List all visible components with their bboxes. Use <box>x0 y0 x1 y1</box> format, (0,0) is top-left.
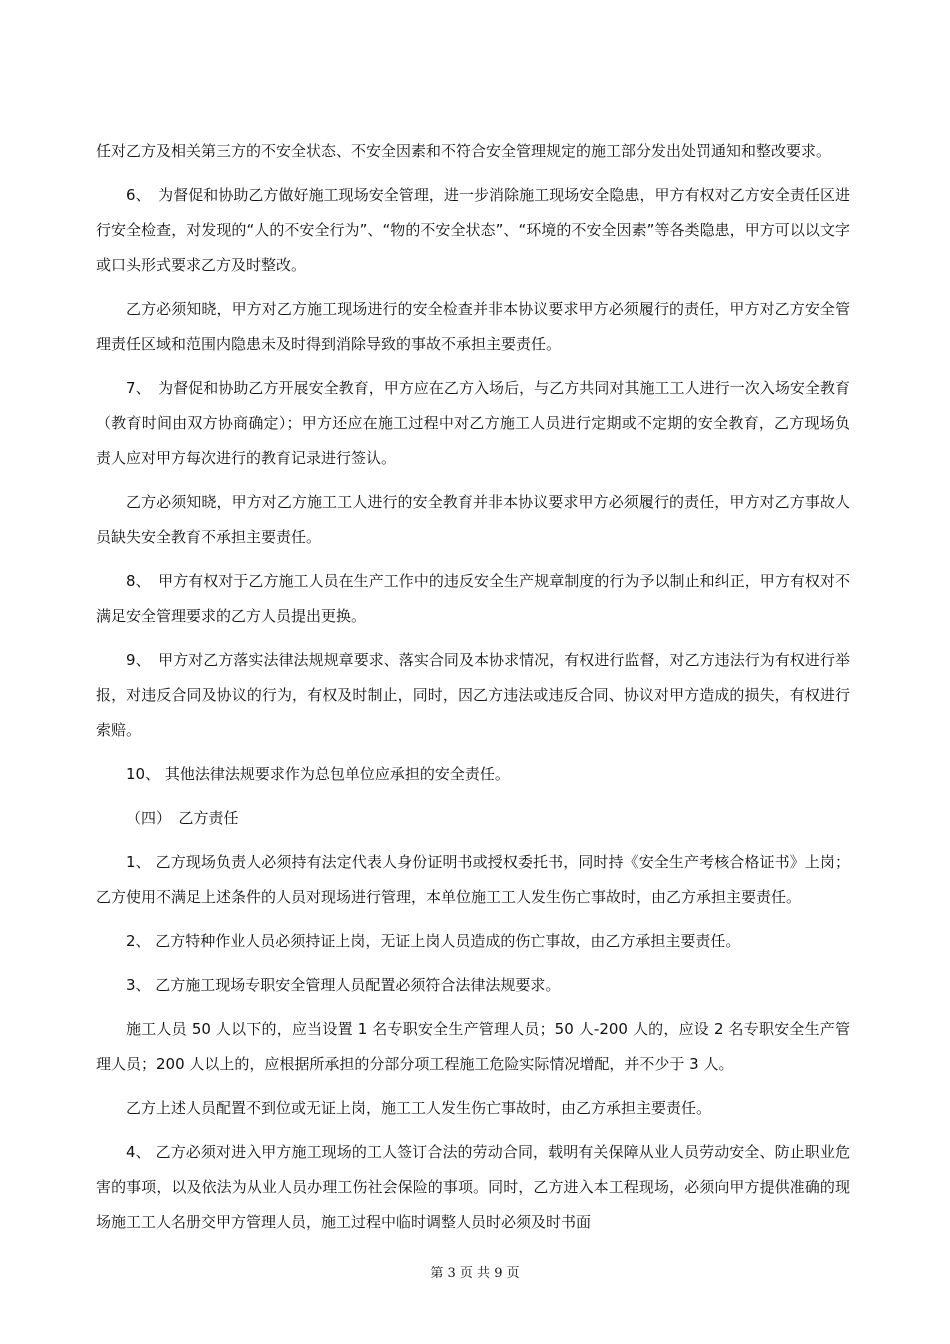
paragraph-5: 乙方必须知晓，甲方对乙方施工工人进行的安全教育并非本协议要求甲方必须履行的责任，甲方对乙方事故人员缺失安全教育不承担主要责任。 <box>96 493 850 546</box>
paragraph-13: 施工人员 50 人以下的，应当设置 1 名专职安全生产管理人员；50 人-200 人的，应设 2 名专职安全生产管理人员；200 人以上的，应根据所承担的分部分项工程施工危险实际情况增配，并不少于 3 人。 <box>96 1020 850 1073</box>
paragraph-6: 8、 甲方有权对于乙方施工人员在生产工作中的违反安全生产规章制度的行为予以制止和纠正，甲方有权对不满足安全管理要求的乙方人员提出更换。 <box>96 572 850 625</box>
document-body <box>96 134 850 1240</box>
paragraph-7: 9、 甲方对乙方落实法律法规规章要求、落实合同及本协求情况，有权进行监督，对乙方违法行为有权进行举报，对违反合同及协议的行为，有权及时制止，同时，因乙方违法或违反合同、协议对甲方造成的损失，有权进行索赔。 <box>96 651 850 739</box>
paragraph-2: 6、 为督促和协助乙方做好施工现场安全管理，进一步消除施工现场安全隐患，甲方有权对乙方安全责任区进行安全检查，对发现的“人的不安全行为”、“物的不安全状态”、“环境的不安全因素”等各类隐患，甲方可以以文字或口头形式要求乙方及时整改。 <box>96 186 850 274</box>
paragraph-14: 乙方上述人员配置不到位或无证上岗，施工工人发生伤亡事故时，由乙方承担主要责任。 <box>126 1099 712 1117</box>
paragraph-4: 7、 为督促和协助乙方开展安全教育，甲方应在乙方入场后，与乙方共同对其施工工人进行一次入场安全教育（教育时间由双方协商确定）；甲方还应在施工过程中对乙方施工人员进行定期或不定期的安全教育，乙方现场负责人应对甲方每次进行的教育记录进行签认。 <box>96 379 850 467</box>
paragraph-12: 3、 乙方施工现场专职安全管理人员配置必须符合法律法规要求。 <box>126 976 561 994</box>
paragraph-8: 10、 其他法律法规要求作为总包单位应承担的安全责任。 <box>126 765 510 783</box>
section-heading: （四） 乙方责任 <box>126 809 239 827</box>
page-footer: 第 3 页 共 9 页 <box>430 1266 520 1281</box>
paragraph-1: 任对乙方及相关第三方的不安全状态、不安全因素和不符合安全管理规定的施工部分发出处罚通知和整改要求。 <box>96 142 832 160</box>
paragraph-11: 2、 乙方特种作业人员必须持证上岗，无证上岗人员造成的伤亡事故，由乙方承担主要责任。 <box>126 932 741 950</box>
paragraph-15: 4、 乙方必须对进入甲方施工现场的工人签订合法的劳动合同，载明有关保障从业人员劳动安全、防止职业危害的事项，以及依法为从业人员办理工伤社会保险的事项。同时，乙方进入本工程现场，必须向甲方提供准确的现场施工工人名册交甲方管理人员，施工过程中临时调整人员时必须及时书面 <box>96 1143 850 1231</box>
paragraph-10: 1、 乙方现场负责人必须持有法定代表人身份证明书或授权委托书，同时持《安全生产考核合格证书》上岗；乙方使用不满足上述条件的人员对现场进行管理，本单位施工工人发生伤亡事故时，由乙方承担主要责任。 <box>96 853 850 906</box>
paragraph-3: 乙方必须知晓，甲方对乙方施工现场进行的安全检查并非本协议要求甲方必须履行的责任，甲方对乙方安全管理责任区域和范围内隐患未及时得到消除导致的事故不承担主要责任。 <box>96 300 850 353</box>
